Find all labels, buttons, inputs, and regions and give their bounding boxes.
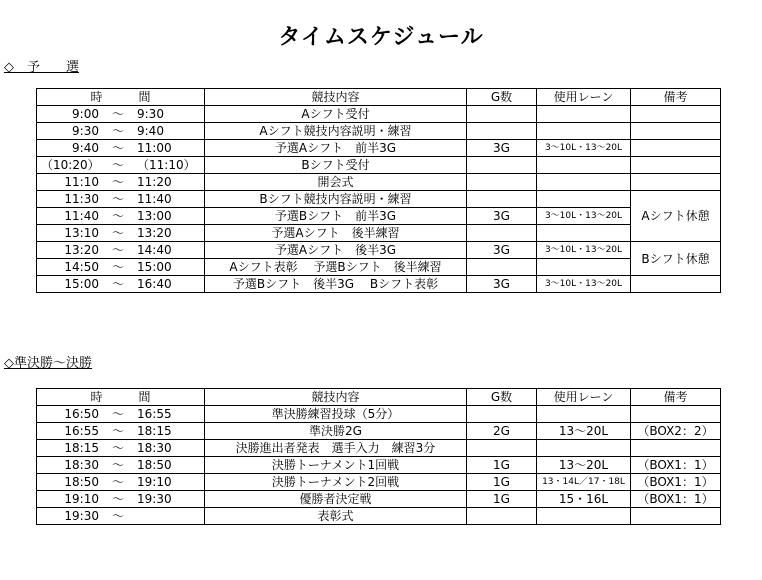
time-start: 19:30 <box>64 509 99 523</box>
games-cell: 1G <box>467 457 537 474</box>
table-header-row <box>37 89 721 106</box>
time-cell <box>37 457 205 474</box>
remarks-cell: （BOX1：1） <box>631 474 721 491</box>
header-content: 競技内容 <box>205 89 467 106</box>
time-cell <box>37 440 205 457</box>
time-end: 11:40 <box>137 192 172 206</box>
qualifying-schedule-table <box>36 88 721 293</box>
time-start: （10:20） <box>41 158 100 172</box>
time-separator: ～ <box>111 192 124 206</box>
time-end: 13:20 <box>137 226 172 240</box>
remarks-cell: Aシフト休憩 <box>631 191 721 242</box>
table-row <box>37 242 721 259</box>
remarks-cell: （BOX2：2） <box>631 423 721 440</box>
content-cell: Bシフト競技内容説明・練習 <box>205 191 467 208</box>
time-cell <box>37 259 205 276</box>
time-start: 13:10 <box>64 226 99 240</box>
time-end: 18:30 <box>137 441 172 455</box>
remarks-cell <box>631 276 721 293</box>
table-row <box>37 191 721 208</box>
time-start: 11:40 <box>64 209 99 223</box>
time-cell <box>37 140 205 157</box>
lanes-cell: 13～20L <box>537 457 631 474</box>
time-end: 11:00 <box>137 141 172 155</box>
table-row <box>37 208 721 225</box>
table-row <box>37 440 721 457</box>
table-row <box>37 225 721 242</box>
time-separator: ～ <box>111 260 124 274</box>
lanes-cell: 13・14L／17・18L <box>537 474 631 491</box>
time-cell <box>37 276 205 293</box>
time-end: 9:30 <box>137 107 164 121</box>
games-cell <box>467 106 537 123</box>
time-end: 18:50 <box>137 458 172 472</box>
time-start: 9:30 <box>72 124 99 138</box>
lanes-cell: 13～20L <box>537 423 631 440</box>
time-end: 9:40 <box>137 124 164 138</box>
lanes-cell <box>537 123 631 140</box>
header-time: 時 間 <box>37 389 205 406</box>
content-cell: 表彰式 <box>205 508 467 525</box>
content-cell: 予選Bシフト 後半3G Bシフト表彰 <box>205 276 467 293</box>
time-end: 11:20 <box>137 175 172 189</box>
time-separator: ～ <box>111 458 124 472</box>
games-cell <box>467 406 537 423</box>
time-end: 19:10 <box>137 475 172 489</box>
time-start: 9:00 <box>72 107 99 121</box>
time-start: 18:50 <box>64 475 99 489</box>
lanes-cell <box>537 174 631 191</box>
time-separator: ～ <box>111 141 124 155</box>
remarks-cell <box>631 508 721 525</box>
table-row <box>37 474 721 491</box>
lanes-cell <box>537 259 631 276</box>
content-cell: 準決勝練習投球（5分） <box>205 406 467 423</box>
games-cell <box>467 157 537 174</box>
section-heading-qualifying: ◇ 予 選 <box>4 60 79 75</box>
time-start: 16:50 <box>64 407 99 421</box>
games-cell: 3G <box>467 140 537 157</box>
time-cell <box>37 174 205 191</box>
games-cell: 3G <box>467 242 537 259</box>
time-cell <box>37 106 205 123</box>
time-end: 15:00 <box>137 260 172 274</box>
time-end: 14:40 <box>137 243 172 257</box>
header-games: G数 <box>467 389 537 406</box>
content-cell: 予選Bシフト 前半3G <box>205 208 467 225</box>
games-cell: 1G <box>467 474 537 491</box>
time-cell <box>37 406 205 423</box>
time-start: 16:55 <box>64 424 99 438</box>
games-cell <box>467 508 537 525</box>
content-cell: Aシフト表彰 予選Bシフト 後半練習 <box>205 259 467 276</box>
table-row <box>37 157 721 174</box>
lanes-cell <box>537 508 631 525</box>
games-cell <box>467 191 537 208</box>
remarks-cell: （BOX1：1） <box>631 491 721 508</box>
time-start: 18:15 <box>64 441 99 455</box>
lanes-cell <box>537 106 631 123</box>
content-cell: 決勝進出者発表 選手入力 練習3分 <box>205 440 467 457</box>
remarks-cell <box>631 123 721 140</box>
time-start: 13:20 <box>64 243 99 257</box>
content-cell: 優勝者決定戦 <box>205 491 467 508</box>
header-lanes: 使用レーン <box>537 389 631 406</box>
time-cell <box>37 208 205 225</box>
remarks-cell <box>631 106 721 123</box>
header-remarks: 備考 <box>631 389 721 406</box>
lanes-cell <box>537 225 631 242</box>
time-cell <box>37 491 205 508</box>
time-cell <box>37 474 205 491</box>
time-cell <box>37 508 205 525</box>
time-start: 18:30 <box>64 458 99 472</box>
content-cell: 決勝トーナメント2回戦 <box>205 474 467 491</box>
header-content: 競技内容 <box>205 389 467 406</box>
time-separator: ～ <box>111 407 124 421</box>
games-cell <box>467 174 537 191</box>
remarks-cell <box>631 440 721 457</box>
time-cell <box>37 157 205 174</box>
table-row <box>37 276 721 293</box>
remarks-cell <box>631 140 721 157</box>
table-row <box>37 140 721 157</box>
time-separator: ～ <box>111 243 124 257</box>
time-end: 16:40 <box>137 277 172 291</box>
remarks-cell: （BOX1：1） <box>631 457 721 474</box>
time-cell <box>37 191 205 208</box>
content-cell: 開会式 <box>205 174 467 191</box>
time-separator: ～ <box>111 509 124 523</box>
content-cell: 予選Aシフト 後半3G <box>205 242 467 259</box>
remarks-cell <box>631 406 721 423</box>
header-games: G数 <box>467 89 537 106</box>
time-separator: ～ <box>111 175 124 189</box>
games-cell: 3G <box>467 208 537 225</box>
games-cell: 3G <box>467 276 537 293</box>
time-start: 11:10 <box>64 175 99 189</box>
header-time: 時 間 <box>37 89 205 106</box>
table-row <box>37 457 721 474</box>
time-cell <box>37 123 205 140</box>
content-cell: 準決勝2G <box>205 423 467 440</box>
time-separator: ～ <box>111 475 124 489</box>
lanes-cell <box>537 406 631 423</box>
time-separator: ～ <box>111 209 124 223</box>
games-cell: 2G <box>467 423 537 440</box>
time-separator: ～ <box>111 124 124 138</box>
table-row <box>37 174 721 191</box>
games-cell: 1G <box>467 491 537 508</box>
time-separator: ～ <box>111 226 124 240</box>
table-header-row <box>37 389 721 406</box>
time-end: 13:00 <box>137 209 172 223</box>
lanes-cell: 3～10L・13～20L <box>537 208 631 225</box>
page-title: タイムスケジュール <box>278 25 484 50</box>
lanes-cell: 15・16L <box>537 491 631 508</box>
time-start: 19:10 <box>64 492 99 506</box>
lanes-cell <box>537 440 631 457</box>
time-cell <box>37 242 205 259</box>
content-cell: 決勝トーナメント1回戦 <box>205 457 467 474</box>
time-separator: ～ <box>111 277 124 291</box>
table-row <box>37 508 721 525</box>
time-start: 11:30 <box>64 192 99 206</box>
time-start: 9:40 <box>72 141 99 155</box>
table-row <box>37 259 721 276</box>
header-lanes: 使用レーン <box>537 89 631 106</box>
games-cell <box>467 259 537 276</box>
time-cell <box>37 423 205 440</box>
table-row <box>37 491 721 508</box>
lanes-cell: 3～10L・13～20L <box>537 140 631 157</box>
header-remarks: 備考 <box>631 89 721 106</box>
time-separator: ～ <box>111 424 124 438</box>
time-start: 14:50 <box>64 260 99 274</box>
games-cell <box>467 225 537 242</box>
content-cell: Bシフト受付 <box>205 157 467 174</box>
time-separator: ～ <box>111 107 124 121</box>
lanes-cell <box>537 157 631 174</box>
content-cell: Aシフト競技内容説明・練習 <box>205 123 467 140</box>
table-row <box>37 423 721 440</box>
games-cell <box>467 123 537 140</box>
table-row <box>37 406 721 423</box>
time-cell <box>37 225 205 242</box>
time-end: 19:30 <box>137 492 172 506</box>
games-cell <box>467 440 537 457</box>
time-separator: ～ <box>111 441 124 455</box>
table-row <box>37 106 721 123</box>
finals-schedule-table <box>36 388 721 525</box>
time-separator: ～ <box>111 492 124 506</box>
time-separator: ～ <box>111 158 124 172</box>
remarks-cell <box>631 157 721 174</box>
content-cell: 予選Aシフト 前半3G <box>205 140 467 157</box>
remarks-cell <box>631 174 721 191</box>
section-heading-finals: ◇準決勝～決勝 <box>4 356 92 371</box>
content-cell: Aシフト受付 <box>205 106 467 123</box>
lanes-cell: 3～10L・13～20L <box>537 276 631 293</box>
lanes-cell <box>537 191 631 208</box>
content-cell: 予選Aシフト 後半練習 <box>205 225 467 242</box>
time-end: 18:15 <box>137 424 172 438</box>
table-row <box>37 123 721 140</box>
time-start: 15:00 <box>64 277 99 291</box>
time-end: （11:10） <box>137 158 196 172</box>
time-end: 16:55 <box>137 407 172 421</box>
lanes-cell: 3～10L・13～20L <box>537 242 631 259</box>
remarks-cell: Bシフト休憩 <box>631 242 721 276</box>
